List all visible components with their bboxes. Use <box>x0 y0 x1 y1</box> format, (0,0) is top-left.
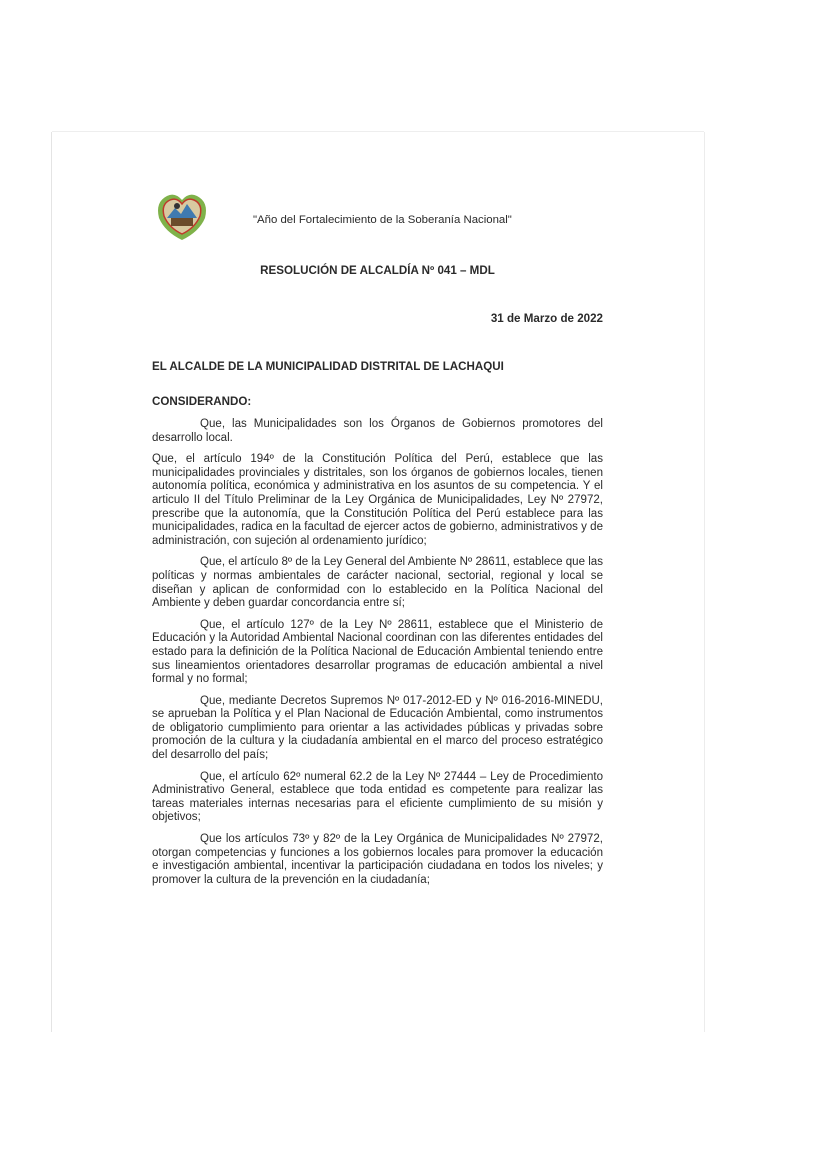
municipal-coat-of-arms-logo <box>153 188 211 242</box>
paragraph: Que, mediante Decretos Supremos Nº 017-2012-ED y Nº 016-2016-MINEDU, se aprueban la Política y el Plan Nacional de Educación Ambiental, como instrumentos de obligatorio cumplimiento para orientar a las actividades públicas y privadas sobre promoción de la cultura y la ciudadanía ambiental en el marco del proceso estratégico del desarrollo del país; <box>152 694 603 762</box>
paragraph: Que, las Municipalidades son los Órganos de Gobiernos promotores del desarrollo local. <box>152 418 603 444</box>
paragraph: Que, el artículo 127º de la Ley Nº 28611, establece que el Ministerio de Educación y la Autoridad Ambiental Nacional coordinan con las diferentes entidades del estado para la definición de la Política Nacional de Educación Ambiental teniendo entre sus lineamientos orientadores desarrollar programas de educación ambiental a nivel formal y no formal; <box>152 618 603 686</box>
resolution-date: 31 de Marzo de 2022 <box>490 312 603 325</box>
issuing-authority: EL ALCALDE DE LA MUNICIPALIDAD DISTRITAL DE LACHAQUI <box>152 360 504 373</box>
considerando-body <box>152 418 603 895</box>
motto-of-the-year: "Año del Fortalecimiento de la Soberanía Nacional" <box>253 214 512 226</box>
paragraph: Que los artículos 73º y 82º de la Ley Orgánica de Municipalidades Nº 27972, otorgan competencias y funciones a los gobiernos locales para promover la educación e investigación ambiental, incentivar la participación ciudadana en todos los niveles; y promover la cultura de la prevención en la ciudadanía; <box>152 833 603 886</box>
section-heading-considerando: CONSIDERANDO: <box>152 395 252 408</box>
resolution-title: RESOLUCIÓN DE ALCALDÍA Nº 041 – MDL <box>260 264 495 277</box>
paragraph: Que, el artículo 8º de la Ley General del Ambiente Nº 28611, establece que las políticas y normas ambientales de carácter nacional, sectorial, regional y local se diseñan y aplican de conformidad con lo establecido en la Política Nacional del Ambiente y deben guardar concordancia entre sí; <box>152 556 603 610</box>
paragraph: Que, el artículo 194º de la Constitución Política del Perú, establece que las municipalidades provinciales y distritales, son los órganos de gobiernos locales, tienen autonomía política, económica y administrativa en los asuntos de su competencia. Y el articulo II del Título Preliminar de la Ley Orgánica de Municipalidades, Ley Nº 27972, prescribe que la autonomía, que la Constitución Política del Perú establece para las municipalidades, radica en la facultad de ejercer actos de gobierno, administrativos y de administración, con sujeción al ordenamiento jurídico; <box>152 453 603 547</box>
paragraph: Que, el artículo 62º numeral 62.2 de la Ley Nº 27444 – Ley de Procedimiento Administrativo General, establece que toda entidad es competente para realizar las tareas materiales internas necesarias para el eficiente cumplimiento de su misión y objetivos; <box>152 770 603 824</box>
